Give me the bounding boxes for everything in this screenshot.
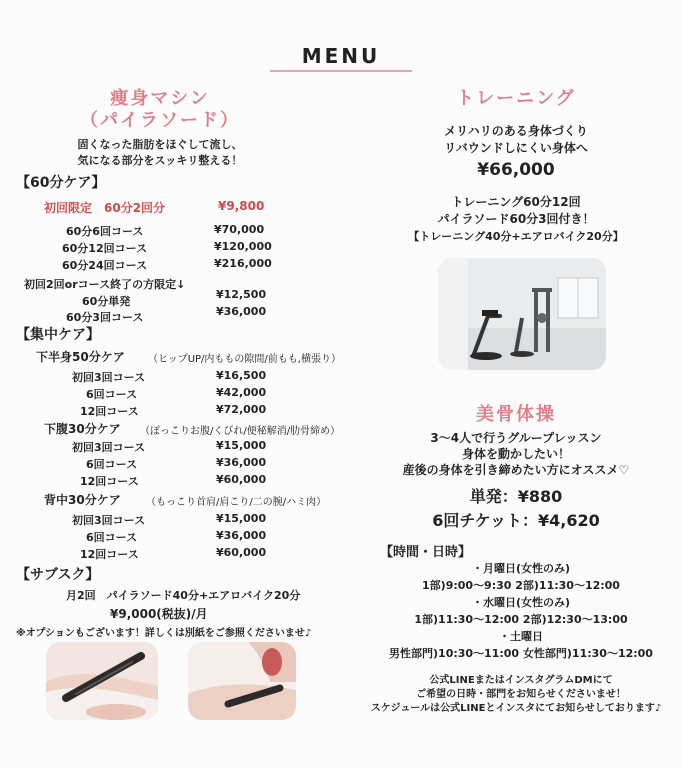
course-price: ¥12,500 (216, 288, 267, 301)
footer-note-2: ご希望の日時・部門をお知らせくださいませ！ (416, 689, 626, 700)
footer-note-3: スケジュールは公式LINEとインスタにてお知らせしております♪ (370, 703, 662, 714)
belly-treatment-photo (46, 642, 158, 720)
bikotsu-line-2: 身体を動かしたい！ (461, 447, 570, 461)
course-label: 60分6回コース (66, 225, 144, 238)
course-price: ¥72,000 (216, 403, 267, 416)
course-label: 6回コース (86, 531, 138, 544)
schedule-wednesday-times: 1部)11:30〜12:00 2部)12:30〜13:00 (414, 613, 628, 626)
course-price: ¥15,000 (216, 439, 267, 452)
subscription-detail: 月2回 パイラソード40分+エアロバイク20分 (66, 589, 301, 602)
schedule-saturday-times: 男性部門)10:30〜11:00 女性部門)11:30〜12:00 (389, 647, 653, 660)
bikotsu-ticket-price: 6回チケット：¥4,620 (432, 511, 600, 530)
course-price: ¥16,500 (216, 369, 267, 382)
subscription-price: ¥9,000(税抜)/月 (110, 607, 208, 621)
course-label: 60分単発 (82, 295, 131, 308)
course-price: ¥36,000 (216, 456, 267, 469)
course-price: ¥36,000 (216, 529, 267, 542)
page-title: MENU (301, 44, 381, 68)
course-label: 60分24回コース (62, 259, 148, 272)
slimming-desc-2: 気になる部分をスッキリ整える！ (77, 154, 243, 167)
course-label: 60分3回コース (66, 311, 144, 324)
slimming-subtitle: （パイラソード） (80, 110, 240, 131)
belly-note: （ぽっこりお腹/くびれ/便秘解消/肋骨締め） (140, 426, 341, 437)
bikotsu-title: 美骨体操 (476, 404, 556, 425)
training-line-1: トレーニング60分12回 (451, 195, 581, 209)
promo-price: ¥9,800 (218, 199, 265, 213)
section-focus-care: 【集中ケア】 (16, 327, 100, 343)
course-label: 初回3回コース (72, 371, 146, 384)
course-label: 12回コース (80, 405, 139, 418)
option-note: ※オプションもございます！詳しくは別紙をご参照くださいませ♪ (16, 628, 312, 639)
schedule-monday-times: 1部)9:00〜9:30 2部)11:30〜12:00 (422, 579, 620, 592)
course-price: ¥42,000 (216, 386, 267, 399)
back-title: 背中30分ケア (44, 493, 121, 507)
course-label: 初回3回コース (72, 514, 146, 527)
training-desc-2: リバウンドしにくい身体へ (444, 141, 588, 155)
course-label: 6回コース (86, 458, 138, 471)
course-price: ¥70,000 (214, 223, 265, 236)
course-label: 12回コース (80, 475, 139, 488)
training-price: ¥66,000 (477, 160, 555, 180)
training-line-3: 【トレーニング40分+エアロバイク20分】 (408, 230, 624, 243)
schedule-heading: 【時間・日時】 (380, 545, 472, 560)
course-price: ¥60,000 (216, 473, 267, 486)
slimming-desc-1: 固くなった脂肪をほぐして流し、 (77, 138, 243, 151)
slimming-title: 痩身マシン (110, 88, 210, 109)
lower-body-note: （ヒップUP/内ももの隙間/前もも,横張り） (148, 354, 341, 365)
course-label: 60分12回コース (62, 242, 148, 255)
belly-title: 下腹30分ケア (44, 422, 121, 436)
training-desc-1: メリハリのある身体づくり (444, 124, 588, 138)
title-underline (270, 70, 412, 72)
section-subscription: 【サブスク】 (16, 567, 100, 583)
schedule-saturday: ・土曜日 (499, 630, 543, 643)
bikotsu-single-price: 単発：¥880 (469, 487, 563, 506)
course-price: ¥216,000 (214, 257, 272, 270)
schedule-monday: ・月曜日(女性のみ) (471, 562, 571, 575)
back-note: （もっこり首肩/肩こり/二の腕/ハミ肉） (146, 497, 327, 508)
training-line-2: パイラソード60分3回付き！ (437, 212, 595, 226)
course-price: ¥15,000 (216, 512, 267, 525)
footer-note-1: 公式LINEまたはインスタグラムDMにて (429, 675, 613, 686)
course-price: ¥120,000 (214, 240, 272, 253)
course-price: ¥36,000 (216, 305, 267, 318)
section-60min: 【60分ケア】 (16, 175, 106, 191)
course-price: ¥60,000 (216, 546, 267, 559)
bikotsu-line-1: 3〜4人で行うグループレッスン (430, 431, 602, 445)
training-title: トレーニング (456, 88, 576, 109)
course-label: 6回コース (86, 388, 138, 401)
schedule-wednesday: ・水曜日(女性のみ) (471, 596, 571, 609)
bikotsu-line-3: 産後の身体を引き締めたい方にオススメ♡ (402, 463, 630, 477)
after-course-note: 初回2回orコース終了の方限定↓ (24, 278, 186, 291)
course-label: 12回コース (80, 548, 139, 561)
promo-label: 初回限定 60分2回分 (44, 201, 166, 215)
lower-body-title: 下半身50分ケア (36, 350, 125, 364)
course-label: 初回3回コース (72, 441, 146, 454)
leg-treatment-photo (188, 642, 296, 720)
gym-photo (438, 258, 606, 370)
